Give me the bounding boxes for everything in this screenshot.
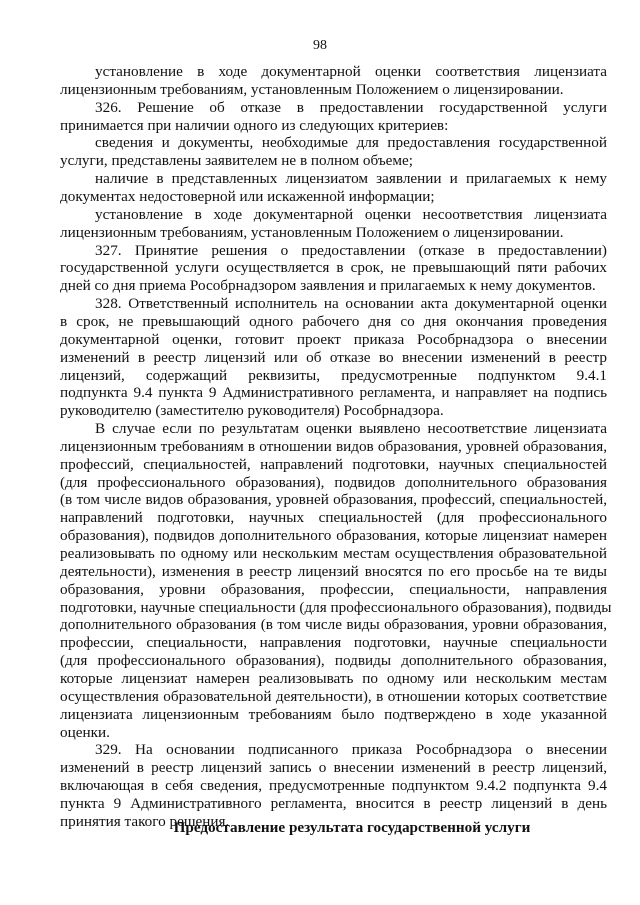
- text-line: наличие в представленных лицензиатом заявлении и прилагаемых к нему: [95, 170, 607, 188]
- text-line: пункта 9 Административного регламента, вносится в реестр лицензий в день: [60, 794, 607, 812]
- text-line: (для профессионального образования), подвиды дополнительного образования,: [60, 652, 607, 670]
- page-number: 98: [313, 38, 327, 53]
- text-line: лицензионным требованиям в отношении видов образования, уровней образования,: [60, 437, 607, 455]
- text-line: (для профессионального образования), подвидов дополнительного образования: [60, 473, 607, 491]
- text-line: лицензий, содержащий реквизиты, предусмотренные подпунктом 9.4.1: [60, 366, 607, 384]
- text-line: дополнительного образования (в том числе виды образования, уровни образования,: [60, 616, 607, 634]
- text-line: (в том числе видов образования, уровней образования, профессий, специальностей,: [60, 491, 607, 509]
- text-line: дней со дня приема Рособрнадзором заявления и прилагаемых к нему документов.: [60, 277, 596, 295]
- text-line: профессии, специальности, направления подготовки, научные специальности: [60, 634, 607, 652]
- text-line: 329. На основании подписанного приказа Рособрнадзора о внесении: [95, 741, 607, 759]
- text-line: в срок, не превышающий одного рабочего дня со дня окончания проведения: [60, 312, 607, 330]
- text-line: лицензиата лицензионным требованиям было подтверждено в ходе указанной: [60, 705, 607, 723]
- text-line: образования), подвидов дополнительного образования, которые лицензиат намерен: [60, 527, 607, 545]
- text-line: 327. Принятие решения о предоставлении (отказе в предоставлении): [95, 241, 607, 259]
- text-line: лицензионным требованиям, установленным Положением о лицензировании.: [60, 223, 564, 241]
- text-line: профессий, специальностей, направлений подготовки, научных специальностей: [60, 455, 607, 473]
- text-line: оценки.: [60, 723, 110, 741]
- text-line: изменений в реестр лицензий запись о внесении изменений в реестр лицензий,: [60, 759, 607, 777]
- text-line: установление в ходе документарной оценки соответствия лицензиата: [95, 63, 607, 80]
- text-line: руководителю (заместителю руководителя) Рособрнадзора.: [60, 402, 444, 420]
- section-heading: Предоставление результата государственной услуги: [173, 819, 531, 836]
- text-line: осуществления образовательной деятельности), в отношении которых соответствие: [60, 687, 607, 705]
- text-line: подготовки, научные специальности (для профессионального образования), подвиды: [60, 598, 612, 616]
- text-line: документах недостоверной или искаженной информации;: [60, 188, 435, 205]
- text-line: изменений в реестр лицензий или об отказе во внесении изменений в реестр: [60, 348, 607, 366]
- text-line: государственной услуги осуществляется в срок, не превышающий пяти рабочих: [60, 259, 607, 277]
- text-line: установление в ходе документарной оценки несоответствия лицензиата: [95, 205, 607, 223]
- text-line: документарной оценки, готовит проект приказа Рособрнадзора о внесении: [60, 330, 607, 348]
- text-line: деятельности), изменения в реестр лицензий вносятся по его просьбе на те виды: [60, 562, 607, 580]
- text-line: принимается при наличии одного из следующих критериев:: [60, 116, 449, 134]
- text-line: лицензионным требованиям, установленным Положением о лицензировании.: [60, 80, 564, 98]
- text-line: направлений подготовки, научных специальностей (для профессионального: [60, 509, 607, 527]
- text-line: сведения и документы, необходимые для предоставления государственной: [95, 134, 607, 152]
- text-line: подпункта 9.4 пункта 9 Административного регламента, и направляет на подпись: [60, 384, 607, 402]
- text-line: которые лицензиат намерен реализовывать по одному или нескольким местам: [60, 669, 607, 687]
- text-line: 328. Ответственный исполнитель на основании акта документарной оценки: [95, 295, 607, 313]
- text-line: реализовывать по одному или нескольким местам осуществления образовательной: [60, 545, 607, 562]
- text-line: образования, уровни образования, профессии, специальности, направления: [60, 580, 607, 598]
- text-line: включающая в себя сведения, предусмотренные подпунктом 9.4.2 подпункта 9.4: [60, 777, 607, 794]
- text-line: 326. Решение об отказе в предоставлении государственной услуги: [95, 98, 607, 116]
- text-line: принятия такого решения.: [60, 812, 230, 830]
- text-line: услуги, представлены заявителем не в полном объеме;: [60, 152, 413, 170]
- text-line: В случае если по результатам оценки выявлено несоответствие лицензиата: [95, 420, 607, 437]
